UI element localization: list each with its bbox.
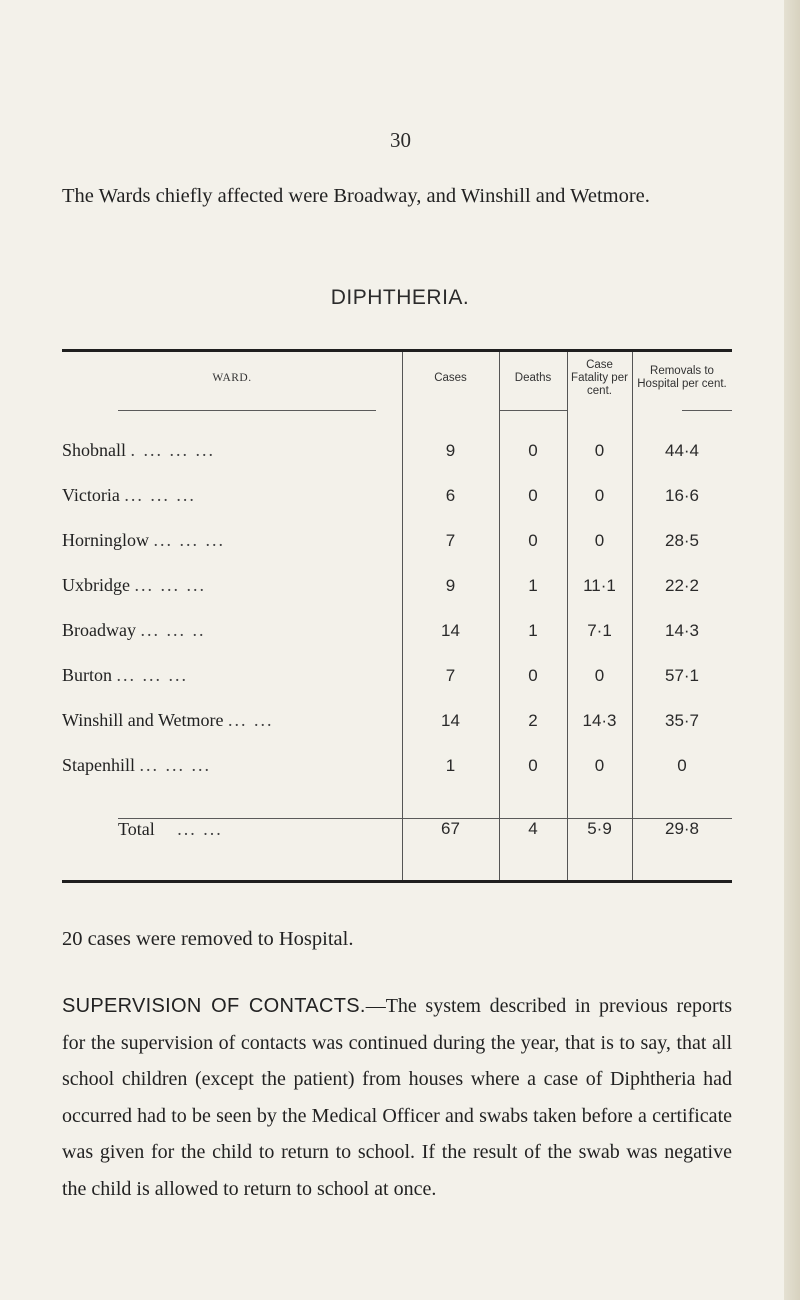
removals-cell: 0	[677, 755, 687, 775]
removals-cell: 44·4	[664, 440, 700, 460]
page-edge-shadow	[784, 0, 800, 1300]
ward-name: Shobnall	[62, 440, 127, 460]
table-row	[62, 698, 732, 743]
leader-dots: ... ... ...	[153, 530, 225, 550]
fatality-cell: 0	[594, 485, 605, 505]
fatality-cell: 0	[594, 665, 605, 685]
ward-cell	[62, 518, 402, 563]
deaths-cell: 2	[528, 710, 538, 730]
table-row	[62, 518, 732, 563]
deaths-cell: 0	[528, 755, 538, 775]
removals-cell: 16·6	[664, 485, 700, 505]
ward-name: Broadway	[62, 620, 136, 640]
diphtheria-table	[62, 352, 732, 860]
deaths-cell: 0	[528, 485, 538, 505]
total-fatality-cell: 5·9	[587, 819, 612, 838]
ward-name: Winshill and Wetmore	[62, 710, 224, 730]
table-row	[62, 473, 732, 518]
ward-cell	[62, 653, 402, 698]
hospital-note: 20 cases were removed to Hospital.	[62, 928, 354, 950]
intro-paragraph: The Wards chiefly affected were Broadway, and Winshill and Wetmore.	[62, 185, 650, 207]
total-label: Total	[118, 818, 155, 839]
cases-cell: 6	[445, 485, 456, 505]
cases-cell: 14	[441, 710, 460, 730]
fatality-cell: 7·1	[587, 620, 612, 640]
deaths-cell: 1	[528, 575, 538, 595]
leader-dots: ... ... ...	[116, 665, 189, 685]
page-number: 30	[390, 128, 411, 152]
table-row	[62, 653, 732, 698]
leader-dots: ... ...	[177, 818, 223, 839]
ward-cell	[62, 608, 402, 653]
ward-cell	[62, 698, 402, 743]
table-row	[62, 404, 732, 473]
ward-name: Burton	[62, 665, 113, 685]
supervision-paragraph	[62, 988, 732, 1207]
ward-name: Victoria	[62, 485, 120, 505]
deaths-cell: 0	[528, 530, 538, 550]
header-removals: Removals to Hospital per cent.	[637, 365, 727, 390]
table-bottom-rule	[62, 880, 732, 883]
cases-cell: 7	[445, 665, 456, 685]
leader-dots: ... ... ..	[140, 620, 206, 640]
cases-cell: 9	[445, 440, 456, 460]
fatality-cell: 0	[594, 755, 605, 775]
fatality-cell: 11·1	[583, 575, 616, 595]
table-title: DIPHTHERIA.	[330, 286, 470, 309]
leader-dots: . ... ... ...	[130, 440, 216, 460]
leader-dots: ... ... ...	[134, 575, 206, 595]
deaths-cell: 0	[528, 665, 538, 685]
total-row	[62, 788, 732, 860]
ward-name: Stapenhill	[62, 755, 135, 775]
ward-name: Horninglow	[62, 530, 149, 550]
fatality-cell: 0	[594, 530, 605, 550]
header-deaths: Deaths	[514, 371, 552, 384]
ward-cell	[62, 563, 402, 608]
removals-cell: 28·5	[664, 530, 700, 550]
total-deaths-cell: 4	[528, 819, 538, 838]
cases-cell: 9	[445, 575, 456, 595]
leader-dots: ... ... ...	[124, 485, 196, 505]
removals-cell: 22·2	[664, 575, 700, 595]
supervision-body: —The system described in previous reports for the supervision of contacts was continued during the year, that is to say, that all school children (except the patient) from houses where a case of Diphtheria had occurred had to be seen by the Medical Officer and swabs taken before a certificate was given for the child to return to school. If the result of the swab was negative the child is allowed to return to school at once.	[62, 995, 732, 1200]
table-header-row	[62, 352, 732, 404]
removals-cell: 14·3	[664, 620, 700, 640]
leader-dots: ... ...	[227, 710, 274, 730]
leader-dots: ... ... ...	[139, 755, 211, 775]
ward-cell	[62, 743, 402, 788]
ward-name: Uxbridge	[62, 575, 130, 595]
table-row	[62, 743, 732, 788]
ward-cell	[62, 473, 402, 518]
total-cases-cell: 67	[441, 819, 460, 838]
header-ward: WARD.	[212, 371, 252, 384]
fatality-cell: 0	[594, 440, 605, 460]
removals-cell: 57·1	[664, 665, 700, 685]
removals-cell: 35·7	[664, 710, 700, 730]
total-label-cell	[62, 788, 402, 860]
total-removals-cell: 29·8	[664, 819, 700, 838]
cases-cell: 14	[441, 620, 460, 640]
deaths-cell: 0	[528, 440, 538, 460]
table-row	[62, 563, 732, 608]
header-cases: Cases	[434, 371, 467, 384]
fatality-cell: 14·3	[582, 710, 617, 730]
ward-cell	[62, 404, 402, 473]
header-fatality: Case Fatality per cent.	[571, 358, 628, 397]
cases-cell: 1	[445, 755, 456, 775]
cases-cell: 7	[445, 530, 456, 550]
table-row	[62, 608, 732, 653]
supervision-heading: SUPERVISION OF CONTACTS.	[62, 995, 366, 1017]
deaths-cell: 1	[528, 620, 538, 640]
